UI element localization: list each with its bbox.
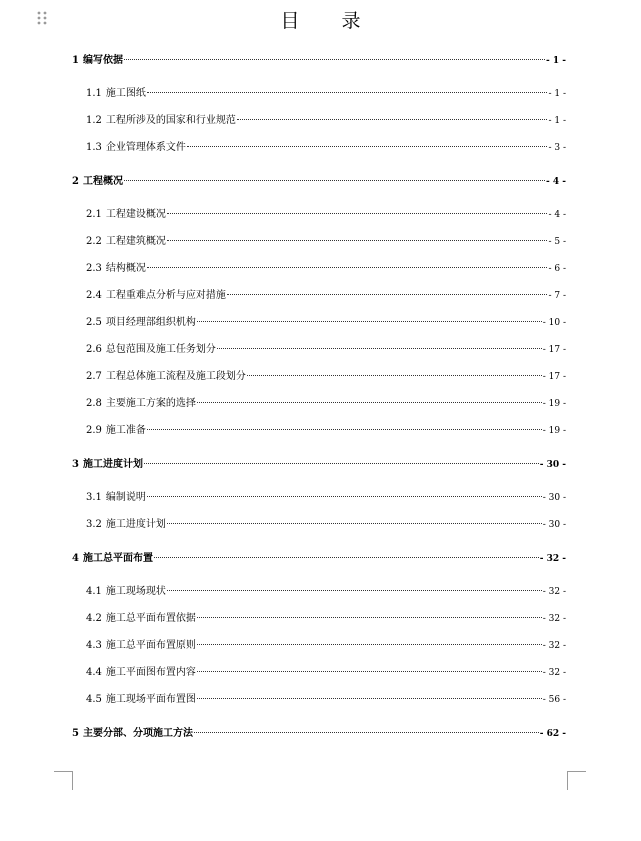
toc-dot-leader xyxy=(167,240,548,241)
toc-section-entry[interactable] xyxy=(72,138,566,154)
toc-entry-text: 总包范围及施工任务划分 xyxy=(105,344,216,355)
toc-section-entry[interactable] xyxy=(72,394,566,410)
toc-entry-text: 工程建设概况 xyxy=(105,209,166,220)
toc-page-number: - 10 - xyxy=(542,318,566,328)
toc-entry-text: 项目经理部组织机构 xyxy=(105,317,196,328)
toc-section-entry[interactable] xyxy=(72,340,566,356)
toc-entry-number: 2.1 xyxy=(86,209,102,220)
toc-dot-leader xyxy=(247,375,542,376)
toc-entry-text: 企业管理体系文件 xyxy=(105,142,186,153)
toc-entry-number: 2.9 xyxy=(86,425,102,436)
toc-section-entry[interactable] xyxy=(72,663,566,679)
toc-dot-leader xyxy=(147,92,548,93)
toc-entry-text: 工程重难点分析与应对措施 xyxy=(105,290,226,301)
toc-entry-text: 施工准备 xyxy=(105,425,146,436)
toc-page-number: - 3 - xyxy=(548,143,566,153)
toc-dot-leader xyxy=(217,348,542,349)
toc-entry-text: 工程所涉及的国家和行业规范 xyxy=(105,115,236,126)
toc-dot-leader xyxy=(147,496,542,497)
page-margin-corner-left xyxy=(54,771,73,790)
toc-dot-leader xyxy=(167,523,542,524)
toc-dot-leader xyxy=(124,59,545,60)
toc-section-entry[interactable] xyxy=(72,515,566,531)
toc-chapter-entry[interactable] xyxy=(72,549,566,565)
toc-section-entry[interactable] xyxy=(72,421,566,437)
toc-entry-number: 4.2 xyxy=(86,613,102,624)
toc-entry-text: 施工进度计划 xyxy=(105,519,166,530)
toc-chapter-entry[interactable] xyxy=(72,724,566,740)
toc-section-entry[interactable] xyxy=(72,582,566,598)
toc-entry-number: 1 xyxy=(72,55,79,66)
toc-entry-text: 施工现场平面布置图 xyxy=(105,694,196,705)
toc-entry-text: 施工进度计划 xyxy=(82,459,143,470)
toc-section-entry[interactable] xyxy=(72,232,566,248)
toc-entry-text: 主要分部、分项施工方法 xyxy=(82,728,193,739)
toc-entry-text: 工程总体施工流程及施工段划分 xyxy=(105,371,246,382)
toc-section-entry[interactable] xyxy=(72,609,566,625)
toc-section-entry[interactable] xyxy=(72,690,566,706)
toc-page-number: - 6 - xyxy=(548,264,566,274)
toc-dot-leader xyxy=(187,146,548,147)
toc-page-number: - 5 - xyxy=(548,237,566,247)
toc-title: 目 录 xyxy=(280,10,379,32)
toc-page-number: - 32 - xyxy=(542,587,566,597)
toc-entry-number: 3 xyxy=(72,459,79,470)
toc-section-entry[interactable] xyxy=(72,367,566,383)
toc-entry-text: 施工总平面布置依据 xyxy=(105,613,196,624)
toc-page-number: - 30 - xyxy=(542,520,566,530)
toc-page-number: - 1 - xyxy=(546,56,566,66)
toc-page-number: - 30 - xyxy=(542,493,566,503)
toc-chapter-entry[interactable] xyxy=(72,455,566,471)
toc-entry-number: 1.2 xyxy=(86,115,102,126)
toc-page-number: - 1 - xyxy=(548,116,566,126)
toc-entry-number: 4.1 xyxy=(86,586,102,597)
toc-entry-number: 3.2 xyxy=(86,519,102,530)
toc-dot-leader xyxy=(124,180,545,181)
toc-entry-number: 2.7 xyxy=(86,371,102,382)
toc-dot-leader xyxy=(197,402,542,403)
toc-entry-number: 4.5 xyxy=(86,694,102,705)
toc-section-entry[interactable] xyxy=(72,636,566,652)
toc-page-number: - 32 - xyxy=(539,554,566,564)
toc-page-number: - 17 - xyxy=(542,345,566,355)
page-margin-corner-right xyxy=(567,771,586,790)
toc-entry-number: 2.3 xyxy=(86,263,102,274)
toc-dot-leader xyxy=(147,267,548,268)
toc-section-entry[interactable] xyxy=(72,313,566,329)
toc-page-number: - 62 - xyxy=(539,729,566,739)
toc-section-entry[interactable] xyxy=(72,488,566,504)
toc-dot-leader xyxy=(147,429,542,430)
toc-entry-text: 施工图纸 xyxy=(105,88,146,99)
toc-entry-text: 主要施工方案的选择 xyxy=(105,398,196,409)
toc-chapter-entry[interactable] xyxy=(72,172,566,188)
toc-entry-number: 5 xyxy=(72,728,79,739)
toc-entry-number: 4.4 xyxy=(86,667,102,678)
toc-entry-number: 2.6 xyxy=(86,344,102,355)
toc-entry-number: 1.3 xyxy=(86,142,102,153)
toc-entry-text: 施工总平面布置 xyxy=(82,553,153,564)
toc-page-number: - 4 - xyxy=(548,210,566,220)
toc-dot-leader xyxy=(197,644,542,645)
toc-page-number: - 7 - xyxy=(548,291,566,301)
toc-dot-leader xyxy=(197,321,542,322)
toc-entry-text: 编写依据 xyxy=(82,55,123,66)
toc-entry-number: 4.3 xyxy=(86,640,102,651)
toc-dot-leader xyxy=(154,557,539,558)
toc-entry-number: 3.1 xyxy=(86,492,102,503)
toc-page-number: - 56 - xyxy=(542,695,566,705)
toc-section-entry[interactable] xyxy=(72,205,566,221)
toc-page-number: - 17 - xyxy=(542,372,566,382)
toc-entry-number: 2.4 xyxy=(86,290,102,301)
toc-entry-number: 2 xyxy=(72,176,79,187)
toc-section-entry[interactable] xyxy=(72,259,566,275)
toc-entry-number: 1.1 xyxy=(86,88,102,99)
toc-section-entry[interactable] xyxy=(72,286,566,302)
toc-entry-number: 2.5 xyxy=(86,317,102,328)
toc-entry-text: 施工现场现状 xyxy=(105,586,166,597)
toc-entry-text: 编制说明 xyxy=(105,492,146,503)
toc-page-number: - 4 - xyxy=(546,177,566,187)
toc-entry-text: 工程建筑概况 xyxy=(105,236,166,247)
toc-page-number: - 19 - xyxy=(542,426,566,436)
toc-entry-text: 工程概况 xyxy=(82,176,123,187)
toc-page-number: - 32 - xyxy=(542,668,566,678)
toc-dot-leader xyxy=(197,671,542,672)
toc-section-entry[interactable] xyxy=(72,111,566,127)
toc-entry-number: 2.2 xyxy=(86,236,102,247)
toc-page-number: - 30 - xyxy=(539,460,566,470)
toc-page-number: - 19 - xyxy=(542,399,566,409)
toc-section-entry[interactable] xyxy=(72,84,566,100)
toc-dot-leader xyxy=(227,294,548,295)
toc-entry-text: 结构概况 xyxy=(105,263,146,274)
toc-dot-leader xyxy=(197,698,542,699)
toc-chapter-entry[interactable] xyxy=(72,51,566,67)
toc-entry-text: 施工平面图布置内容 xyxy=(105,667,196,678)
toc-entry-text: 施工总平面布置原则 xyxy=(105,640,196,651)
toc-page-number: - 1 - xyxy=(548,89,566,99)
toc-dot-leader xyxy=(167,590,542,591)
toc-dot-leader xyxy=(144,463,539,464)
toc-dot-leader xyxy=(197,617,542,618)
toc-dot-leader xyxy=(194,732,539,733)
toc-page-number: - 32 - xyxy=(542,641,566,651)
toc-dot-leader xyxy=(237,119,548,120)
toc-entry-number: 2.8 xyxy=(86,398,102,409)
toc-dot-leader xyxy=(167,213,548,214)
toc-page-number: - 32 - xyxy=(542,614,566,624)
toc-entry-number: 4 xyxy=(72,553,79,564)
